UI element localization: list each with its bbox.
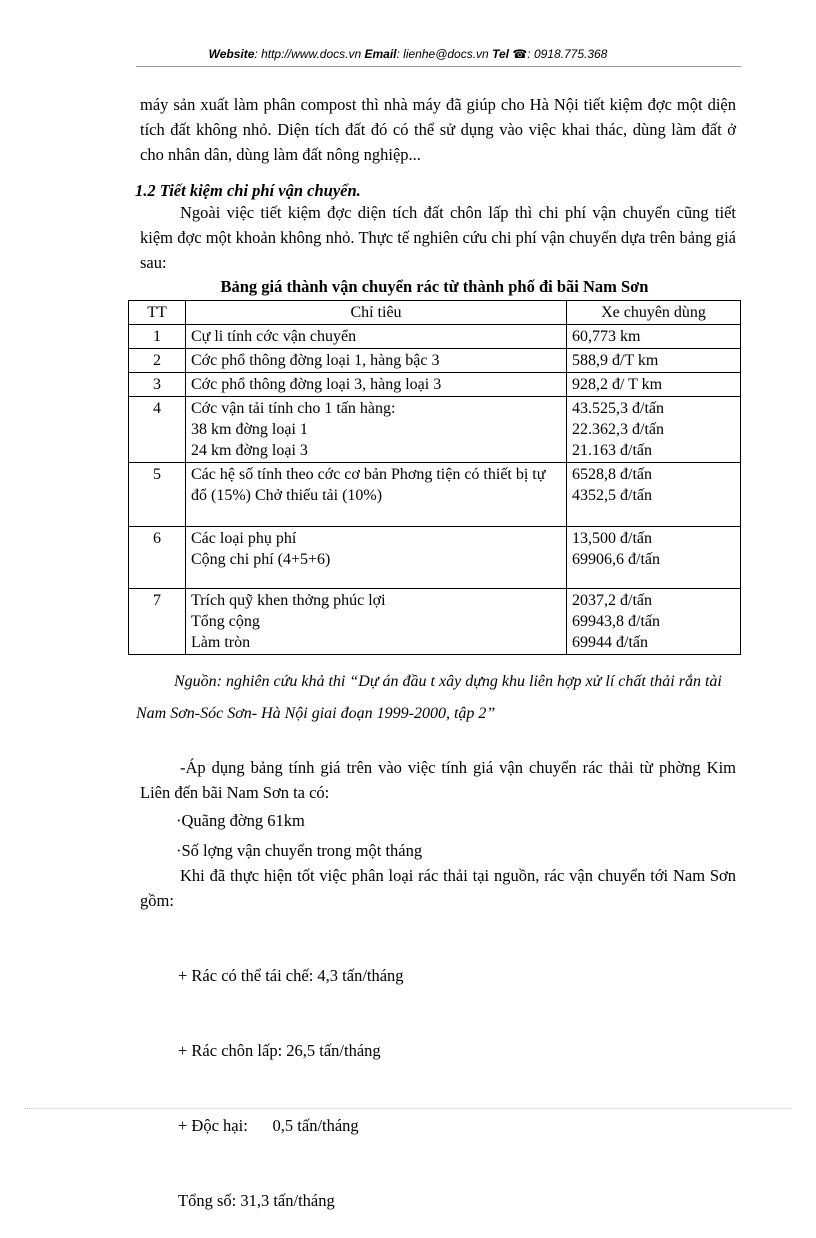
row-value: 6528,8 đ/tấn bbox=[572, 466, 652, 483]
row-value: 69943,8 đ/tấn bbox=[572, 613, 660, 630]
bullet-1 bbox=[176, 808, 772, 833]
apply-paragraph: -Áp dụng bảng tính giá trên vào việc tính giá vận chuyển rác thải từ phờng Kim Liên đến bãi Nam Sơn ta có: bbox=[140, 758, 736, 802]
website-value: : http://www.docs.vn bbox=[254, 47, 362, 61]
row-values bbox=[567, 527, 741, 589]
header-divider bbox=[136, 66, 741, 67]
row-value: 69906,6 đ/tấn bbox=[572, 551, 660, 568]
section-paragraph-block bbox=[140, 200, 736, 275]
row-item: Cớc vận tải tính cho 1 tấn hàng: bbox=[191, 400, 396, 417]
row-items bbox=[186, 589, 567, 655]
list-item: + Độc hại: 0,5 tấn/tháng bbox=[178, 1116, 359, 1135]
row-value: 60,773 km bbox=[567, 325, 741, 349]
list-item: + Rác chôn lấp: 26,5 tấn/tháng bbox=[178, 1041, 381, 1060]
row-value: 588,9 đ/T km bbox=[567, 349, 741, 373]
list-item: Tổng số: 31,3 tấn/tháng bbox=[178, 1191, 335, 1210]
row-tt: 7 bbox=[129, 589, 186, 655]
source-note: Nguồn: nghiên cứu khả thi “Dự án đầu t xây dựng khu liên hợp xử lí chất thải rắn tài Nam Sơn-Sóc Sơn- Hà Nội giai đoạn 1999-2000, tập 2” bbox=[136, 673, 722, 722]
email-label: Email bbox=[364, 47, 397, 61]
table-row bbox=[129, 527, 741, 589]
row-values bbox=[567, 463, 741, 527]
row-value: 22.362,3 đ/tấn bbox=[572, 421, 664, 438]
table-row bbox=[129, 373, 741, 397]
website-label: Website bbox=[208, 47, 255, 61]
row-value: 2037,2 đ/tấn bbox=[572, 592, 652, 609]
row-item: Cớc phổ thông đờng loại 3, hàng loại 3 bbox=[186, 373, 567, 397]
row-value: 21.163 đ/tấn bbox=[572, 442, 652, 459]
table-header-row bbox=[129, 301, 741, 325]
row-item: Các hệ số tính theo cớc cơ bản Phơng tiện có thiết bị tự đổ (15%) Chở thiếu tải (10%) bbox=[186, 463, 567, 527]
row-item: Cự li tính cớc vận chuyển bbox=[186, 325, 567, 349]
bullet-text: Số lợng vận chuyển trong một tháng bbox=[181, 841, 423, 860]
tel-value: : 0918.775.368 bbox=[527, 47, 608, 61]
row-items bbox=[186, 527, 567, 589]
row-value: 4352,5 đ/tấn bbox=[572, 487, 652, 504]
row-tt: 5 bbox=[129, 463, 186, 527]
bullet-text: Quãng đờng 61km bbox=[181, 811, 305, 830]
khi-paragraph: Khi đã thực hiện tốt việc phân loại rác thải tại nguồn, rác vận chuyển tới Nam Sơn gồm: bbox=[140, 866, 736, 910]
row-value: 69944 đ/tấn bbox=[572, 634, 648, 651]
bullet-2 bbox=[176, 838, 772, 863]
row-values bbox=[567, 589, 741, 655]
table-row bbox=[129, 325, 741, 349]
row-item: Làm tròn bbox=[191, 634, 251, 651]
intro-paragraph: máy sản xuất làm phân compost thì nhà máy đã giúp cho Hà Nội tiết kiệm đợc một diện tích đất không nhỏ. Diện tích đất đó có thể sử dụng vào việc khai thác, dùng làm đất ở cho nhân dân, dùng làm đất nông nghiệp... bbox=[140, 95, 736, 164]
table-row bbox=[129, 463, 741, 527]
row-item: 38 km đờng loại 1 bbox=[191, 421, 308, 438]
phone-icon: ☎ bbox=[512, 47, 528, 61]
bullet-mark: · bbox=[176, 841, 182, 860]
apply-block bbox=[140, 755, 736, 805]
intro-block bbox=[140, 92, 736, 167]
tel-label: Tel bbox=[492, 47, 509, 61]
row-tt: 1 bbox=[129, 325, 186, 349]
section-paragraph: Ngoài việc tiết kiệm đợc diện tích đất chôn lấp thì chi phí vận chuyển cũng tiết kiệm đợc một khoản không nhỏ. Thực tế nghiên cứu chi phí vận chuyển dựa trên bảng giá sau: bbox=[140, 203, 736, 272]
row-tt: 6 bbox=[129, 527, 186, 589]
volume-list bbox=[178, 913, 774, 1238]
header-tt: TT bbox=[129, 301, 186, 325]
header-chi-tieu: Chỉ tiêu bbox=[186, 301, 567, 325]
row-value: 43.525,3 đ/tấn bbox=[572, 400, 664, 417]
table-row bbox=[129, 397, 741, 463]
cost-table bbox=[128, 300, 741, 655]
row-item: Các loại phụ phí bbox=[191, 530, 297, 547]
row-items bbox=[186, 397, 567, 463]
row-value: 13,500 đ/tấn bbox=[572, 530, 652, 547]
row-item: Tổng cộng bbox=[191, 613, 260, 630]
row-tt: 3 bbox=[129, 373, 186, 397]
bullet-mark: · bbox=[176, 811, 182, 830]
list-item: + Rác có thể tái chế: 4,3 tấn/tháng bbox=[178, 966, 404, 985]
page-header bbox=[0, 47, 816, 61]
row-value: 928,2 đ/ T km bbox=[567, 373, 741, 397]
row-item: 24 km đờng loại 3 bbox=[191, 442, 308, 459]
table-row bbox=[129, 349, 741, 373]
header-xe: Xe chuyên dùng bbox=[567, 301, 741, 325]
row-values bbox=[567, 397, 741, 463]
row-tt: 2 bbox=[129, 349, 186, 373]
table-caption: Bảng giá thành vận chuyển rác từ thành phố đi bãi Nam Sơn bbox=[220, 277, 649, 296]
footer-divider bbox=[24, 1108, 792, 1109]
row-tt: 4 bbox=[129, 397, 186, 463]
table-row bbox=[129, 589, 741, 655]
section-heading: 1.2 Tiết kiệm chi phí vận chuyển. bbox=[135, 181, 361, 200]
row-item: Cớc phổ thông đờng loại 1, hàng bậc 3 bbox=[186, 349, 567, 373]
row-item: Cộng chi phí (4+5+6) bbox=[191, 551, 331, 568]
khi-block bbox=[140, 863, 736, 913]
row-item: Trích quỹ khen thởng phúc lợi bbox=[191, 592, 386, 609]
email-value: : lienhe@docs.vn bbox=[396, 47, 489, 61]
